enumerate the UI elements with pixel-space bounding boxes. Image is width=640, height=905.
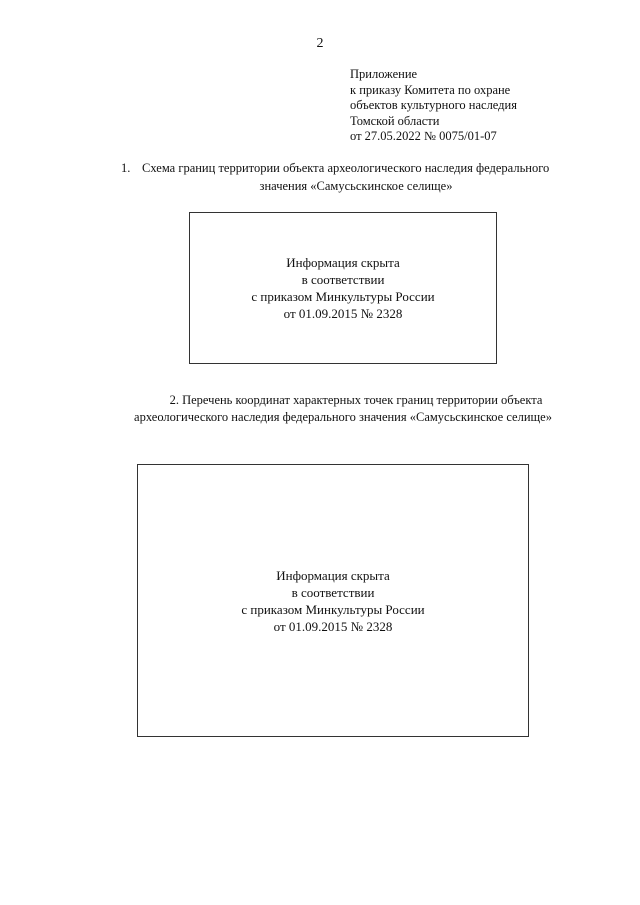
appendix-line: к приказу Комитета по охране <box>350 82 511 97</box>
appendix-line: от 27.05.2022 № 0075/01-07 <box>350 129 497 143</box>
appendix-line: объектов культурного наследия <box>350 98 517 112</box>
hidden-notice-line: Информация скрыта <box>276 567 390 583</box>
hidden-notice-line: с приказом Минкультуры России <box>241 601 425 617</box>
section2-hidden-content-box <box>137 464 529 737</box>
section2-title-line1: 2. Перечень координат характерных точек границ территории объекта <box>169 393 543 407</box>
section1-title-line1: Схема границ территории объекта археологического наследия федерального <box>142 161 550 175</box>
hidden-notice-line: в соответствии <box>301 272 385 287</box>
hidden-notice-line: Информация скрыта <box>286 255 400 270</box>
hidden-notice-line: в соответствии <box>291 584 375 600</box>
page-number: 2 <box>316 36 324 51</box>
hidden-notice <box>241 567 424 635</box>
hidden-notice-line: с приказом Минкультуры России <box>251 289 435 304</box>
hidden-notice <box>251 254 434 322</box>
appendix-line: Томской области <box>350 113 440 128</box>
section2-title-line2: археологического наследия федерального значения «Самусьскинское селище» <box>134 410 552 424</box>
appendix-line: Приложение <box>350 67 418 81</box>
hidden-notice-line: от 01.09.2015 № 2328 <box>273 618 393 634</box>
section1-hidden-content-box <box>189 212 497 364</box>
section1-title-line2: значения «Самусьскинское селище» <box>259 179 453 193</box>
appendix-header <box>350 67 630 145</box>
section1-number: 1. <box>121 161 131 175</box>
hidden-notice-line: от 01.09.2015 № 2328 <box>283 306 403 321</box>
